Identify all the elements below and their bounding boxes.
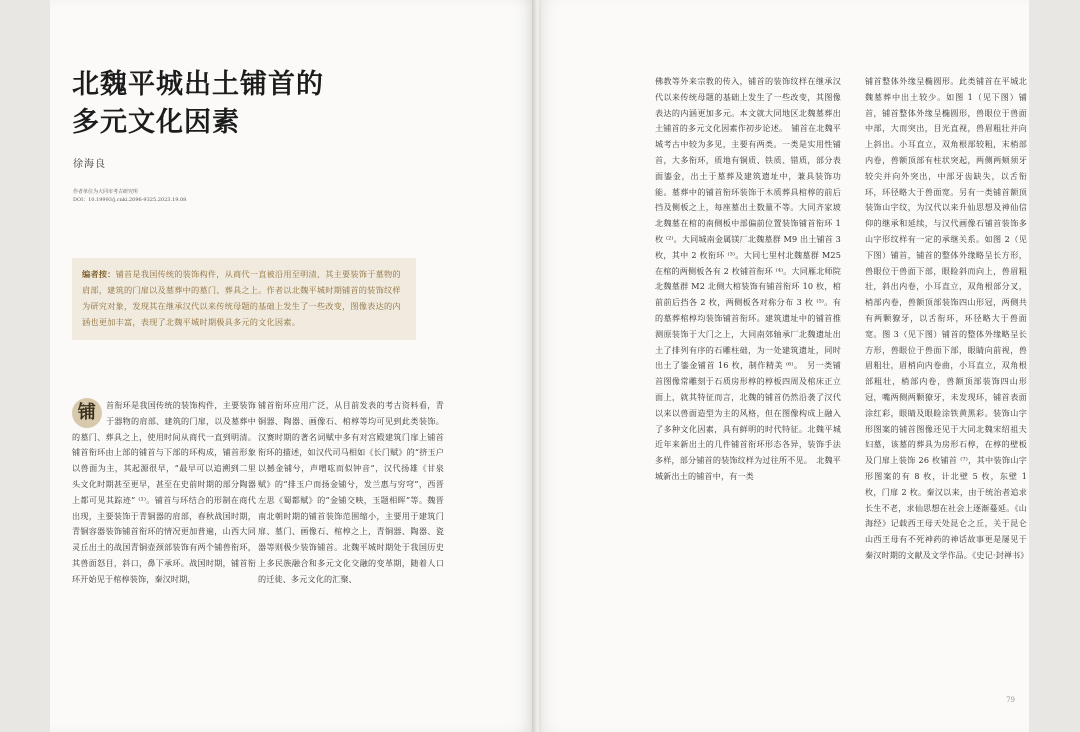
editor-note-text: 铺首是我国传统的装饰构件，从商代一直被沿用至明清，其主要装饰于墓物的肩部，建筑的门扉以及墓葬中的墓门、葬具之上。作者以北魏平城时期铺首的装饰纹样为研究对象，发现其在继承汉代以来传统母题的基础上发生了一些改变，图像表达的内涵也更加丰富，表现了北魏平城时期极具多元的文化因素。 [82, 269, 401, 327]
body-column-2: 铺首衔环应用广泛，从目前发表的考古资料看，青铜器、陶器、画像石、棺椁等均可见到此类装饰。汉赛时期的著名词赋中多有对宫殿建筑门扉上铺首衔环的描述，如汉代司马相如《长门赋》的“挤玉户以撼金铺兮，声噌吰而似钟音”，汉代扬雄《甘泉赋》的“排玉户而扬金铺兮，发兰惠与穷穹”，西晋左思《蜀都赋》的“金铺交映，玉题相晖”等。魏晋南北朝时期的铺首装饰范围缩小，主要用于建筑门扉、墓门、画像石、棺椁之上，青铜器、陶器、瓷器等则极少装饰铺首。北魏平城时期处于我国历史上多民族融合和多元文化交融的变革期，随着人口的迁徙、多元文化的汇聚、 [258, 400, 444, 584]
title-line-1: 北魏平城出土铺首的 [72, 69, 324, 100]
page-number: 79 [1006, 696, 1015, 704]
body-column-4: 铺首整体外缘呈椭圆形。此类铺首在平城北魏墓葬中出土较少。如图 1（见下图）铺首，铺首整体外缘呈椭圆形，兽眼位于兽面中部，大而突出，目光直视，兽眉粗壮并向上斜出。小耳直立，双角根部较粗，末梢部内卷，兽额顶部有柱状突起，两侧两颊须牙较尖并向外突出，中部牙齿缺失，以舌衔环，环径略大于兽面宽。另有一类铺首额顶装饰山字纹，为汉代以来升仙思想及神仙信仰的继承和延续，与汉代画像石铺首装饰多山字形纹样有一定的承继关系。如图 2（见下图）铺首，铺首的整体外缘略呈长方形，兽眼位于兽面下部，眼睑斜而向上，兽眉粗壮，斜出内卷，小耳直立，双角根部分叉，梢部内卷，兽额顶部装饰四山形冠，两侧共有两颗獠牙，以舌衔环，环径略大于兽面宽。图 3（见下图）铺首的整体外缘略呈长方形，兽眼位于兽面下部，眼睛向前视，兽眉粗壮，眉梢向内卷曲，小耳直立，双角根部粗壮，梢部内卷，兽额顶部装饰四山形冠，嘴两侧两颗獠牙，未发现环，铺首表面涂红彩，眼睛及眼睑涂铁黄黑彩。装饰山字形图案的铺首图像还见于大同北魏宋绍祖夫妇墓，该墓的葬具为房形石椁，在椁的壁板及门扉上装饰 26 枚铺首 ⁽⁷⁾，其中装饰山字形图案的有 8 枚，计北壁 5 枚，东壁 1 枚，门扉 2 枚。秦汉以来，由于统治者追求长生不老，求仙思想在社会上逐渐蔓延。《山海经》记载西王母天处昆仑之丘，关于昆仑山西王母有不死神药的神话故事更是屡见于秦汉时期的文献及文学作品。《史记·封禅书》 [865, 76, 1029, 560]
book-gutter [532, 0, 541, 732]
body-column-1 [72, 398, 256, 588]
drop-cap: 铺 [72, 398, 102, 428]
article-title [72, 66, 492, 142]
title-line-2: 多元文化因素 [72, 107, 240, 138]
doi-line: DOI：10.19993/j.cnki.2096-9325.2023.19.08 [73, 197, 187, 203]
affiliation-line-1: 作者单位为大同市考古研究所 [73, 189, 139, 195]
editor-note-label: 编者按： [82, 269, 116, 279]
editor-note-box [72, 258, 416, 340]
body-column-1-text: 首衔环是我国传统的装饰构件，主要装饰于器物的肩部、建筑的门扉，以及墓葬中的墓门、葬具之上，使用时间从商代一直到明清。铺首衔环由上部的铺首与下部的环构成，铺首形象以兽面为主，其起源很早，“最早可以追溯到二里头文化时期甚至更早，甚至在史前时期的部分陶器上都可见其踪迹” ⁽¹⁾。铺首与环结合的形制在商代出现，主要装饰于青铜器的肩部，春秋战国时期，青铜容器装饰铺首衔环的情况更加普遍，山西大同灵丘出土的战国青铜壶颈部装饰有两个铺兽衔环，其兽面怒目，斜口，鼻下承环。战国时期，铺首衔环开始见于棺椁装饰，秦汉时期， [72, 400, 256, 584]
author-name: 徐海良 [73, 159, 106, 170]
left-page [50, 0, 532, 732]
author-affiliation [73, 188, 186, 204]
body-column-3: 佛教等外来宗教的传入，铺首的装饰纹样在继承汉代以来传统母题的基础上发生了一些改变，其图像表达的内涵更加多元。本文就大同地区北魏墓葬出土铺首的多元文化因素作初步论述。 铺首在北魏平城考古中较为多见，主要有两类。一类是实用性铺首，大多衔环，质地有铜质、铁质、错质，部分表面鎏金，出土于墓葬及建筑遗址中，兼具装饰功能。墓葬中的铺首衔环装饰于木质葬具棺椁的前后挡及侧板之上，每座墓出土数量不等。大同齐家坡北魏墓在棺的南侧板中部偏前位置装饰铺首衔环 1 枚 ⁽²⁾。大同城南金属镁厂北魏墓群 M9 出土铺首 3 枚，其中 2 枚衔环 ⁽³⁾。大同七里村北魏墓群 M25 在棺的两侧板各有 2 枚铺首衔环 ⁽⁴⁾。大同雁北师院北魏墓群 M2 北侧大棺装饰有铺首衔环 10 枚，棺前前后挡各 2 枚，两侧板各对称分布 3 枚 ⁽⁵⁾。有的墓葬棺椁均装饰铺首衔环。建筑遗址中的铺首推测原装饰于大门之上，大同南郊轴承厂北魏遗址出土了排列有序的石雕柱础，为一处建筑遗址，同时出土了鎏金铺首 16 枚，制作精美 ⁽⁶⁾。 另一类铺首图像常雕刻于石质房形椁的椁板四周及棺床正立面上，就其特征而言，北魏的铺首仍然沿袭了汉代以来以兽面造型为主的风格，但在图像构成上融入了多种文化因素，具有鲜明的时代特征。北魏平城近年来新出土的几件铺首衔环形态各异，装饰手法多样，部分铺首的装饰纹样为过往所不见。 北魏平城新出土的铺首中，有一类 [655, 76, 842, 481]
right-page [541, 0, 1029, 732]
